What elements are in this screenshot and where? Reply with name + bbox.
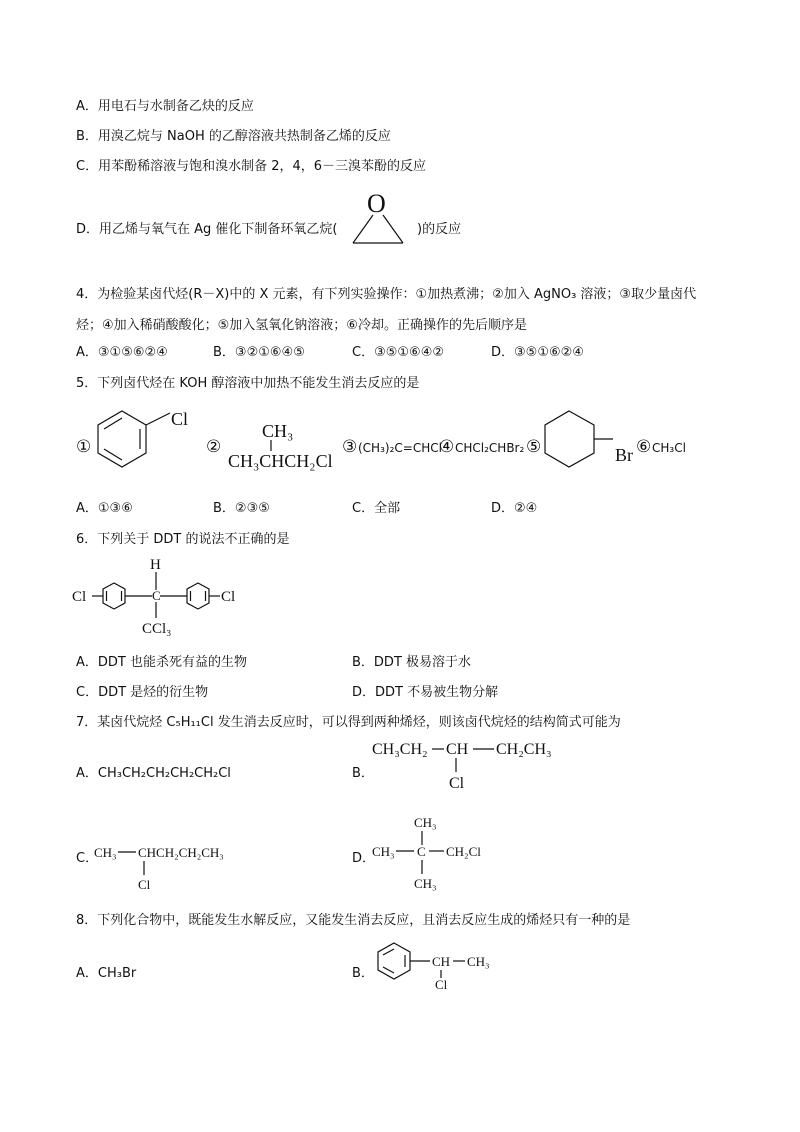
q8-b-ch3: CH₃: [467, 954, 490, 969]
q6-option-a: A．DDT 也能杀死有益的生物: [76, 655, 247, 670]
q3-option-d-suffix: )的反应: [417, 222, 462, 237]
epoxide-oxygen: O: [367, 189, 386, 218]
ddt-structure: [70, 554, 250, 638]
q5-s3-formula: (CH₃)₂C=CHCl: [358, 441, 442, 455]
q5-stem: 5．下列卤代烃在 KOH 醇溶液中加热不能发生消去反应的是: [76, 376, 420, 391]
q6-option-d: D．DDT 不易被生物分解: [352, 685, 499, 700]
q5-option-d: D．②④: [491, 501, 538, 516]
q8-b-ch: CH: [432, 954, 451, 969]
chlorobenzene-structure: [94, 408, 204, 470]
q3-option-b: B．用溴乙烷与 NaOH 的乙醇溶液共热制备乙烯的反应: [76, 129, 391, 144]
bromocyclohexane-br: Br: [615, 445, 633, 465]
chlorobenzene-cl: Cl: [171, 409, 189, 429]
q3-option-a: A．用电石与水制备乙炔的反应: [76, 99, 254, 114]
q5-option-b: B．②③⑤: [213, 501, 270, 516]
q7-c-cl: Cl: [138, 877, 151, 892]
q3-option-c: C．用苯酚稀溶液与饱和溴水制备 2，4，6－三溴苯酚的反应: [76, 159, 427, 174]
q7-b-ch: CH: [446, 741, 469, 758]
s2-chain: CH₃CHCH₂Cl: [228, 451, 333, 471]
q5-mark-3: ③: [342, 437, 358, 457]
q5-mark-5: ⑤: [526, 437, 542, 457]
q8-stem: 8．下列化合物中，既能发生水解反应，又能发生消去反应，且消去反应生成的烯烃只有一种的是: [76, 913, 631, 928]
q7-d-structure: [370, 812, 500, 892]
ddt-h: H: [150, 557, 161, 573]
q4-stem-line1: 4．为检验某卤代烃(R－X)中的 X 元素，有下列实验操作：①加热煮沸；②加入 AgNO₃ 溶液；③取少量卤代: [76, 287, 697, 302]
q7-b-left: CH₃CH₂: [372, 741, 428, 758]
q7-d-bottom: CH₃: [414, 876, 437, 891]
chloroisobutane-structure: [226, 420, 346, 472]
ddt-cl-left: Cl: [72, 589, 87, 605]
q4-stem-line2: 烃；④加入稀硝酸酸化；⑤加入氢氧化钠溶液；⑥冷却。正确操作的先后顺序是: [76, 318, 527, 333]
ddt-ccl3: CCl₃: [142, 621, 172, 637]
q5-mark-4: ④: [439, 437, 455, 457]
q6-stem: 6．下列关于 DDT 的说法不正确的是: [76, 532, 290, 547]
q7-b-cl: Cl: [449, 775, 465, 792]
q7-d-right: CH₂Cl: [446, 844, 481, 859]
q8-b-structure: [374, 940, 514, 992]
q4-option-a: A．③①⑤⑥②④: [76, 345, 168, 360]
q7-d-top: CH₃: [414, 815, 437, 830]
q4-option-b: B．③②①⑥④⑤: [213, 345, 305, 360]
q7-b-right: CH₂CH₃: [496, 741, 552, 758]
q7-stem: 7．某卤代烷烃 C₅H₁₁Cl 发生消去反应时，可以得到两种烯烃，则该卤代烷烃的结构简式可能为: [76, 715, 621, 730]
ddt-cl-right: Cl: [221, 589, 236, 605]
q5-s4-formula: CHCl₂CHBr₂: [455, 441, 525, 455]
q6-option-b: B．DDT 极易溶于水: [352, 655, 472, 670]
q7-c-right: CHCH₂CH₂CH₃: [138, 845, 224, 860]
q8-option-b-label: B．: [352, 966, 374, 981]
bromocyclohexane-structure: [543, 408, 643, 472]
q5-option-c: C．全部: [352, 501, 401, 516]
q7-d-c: C: [417, 844, 426, 859]
ddt-central-c: C: [152, 588, 161, 603]
q8-b-cl: Cl: [435, 977, 448, 992]
q5-mark-6: ⑥: [636, 437, 652, 457]
q5-s6-formula: CH₃Cl: [652, 441, 686, 455]
q7-option-d-label: D．: [352, 851, 376, 866]
q5-mark-2: ②: [206, 437, 222, 457]
q7-c-left: CH₃: [94, 845, 117, 860]
q6-option-c: C．DDT 是烃的衍生物: [76, 685, 209, 700]
q7-b-structure: [370, 738, 560, 792]
q5-mark-1: ①: [76, 437, 92, 457]
q8-option-a: A．CH₃Br: [76, 966, 137, 981]
s2-methyl: CH₃: [262, 421, 294, 441]
q7-option-c-label: C．: [76, 851, 99, 866]
q4-option-d: D．③⑤①⑥②④: [491, 345, 584, 360]
q5-option-a: A．①③⑥: [76, 501, 133, 516]
q7-c-structure: [92, 840, 252, 894]
q7-option-a: A．CH₃CH₂CH₂CH₂CH₂Cl: [76, 766, 231, 781]
epoxide-structure: [343, 188, 411, 250]
q7-d-left: CH₃: [372, 844, 395, 859]
q4-option-c: C．③⑤①⑥④②: [352, 345, 445, 360]
q7-option-b-label: B．: [352, 766, 374, 781]
q3-option-d-prefix: D．用乙烯与氧气在 Ag 催化下制备环氧乙烷(: [76, 222, 338, 237]
